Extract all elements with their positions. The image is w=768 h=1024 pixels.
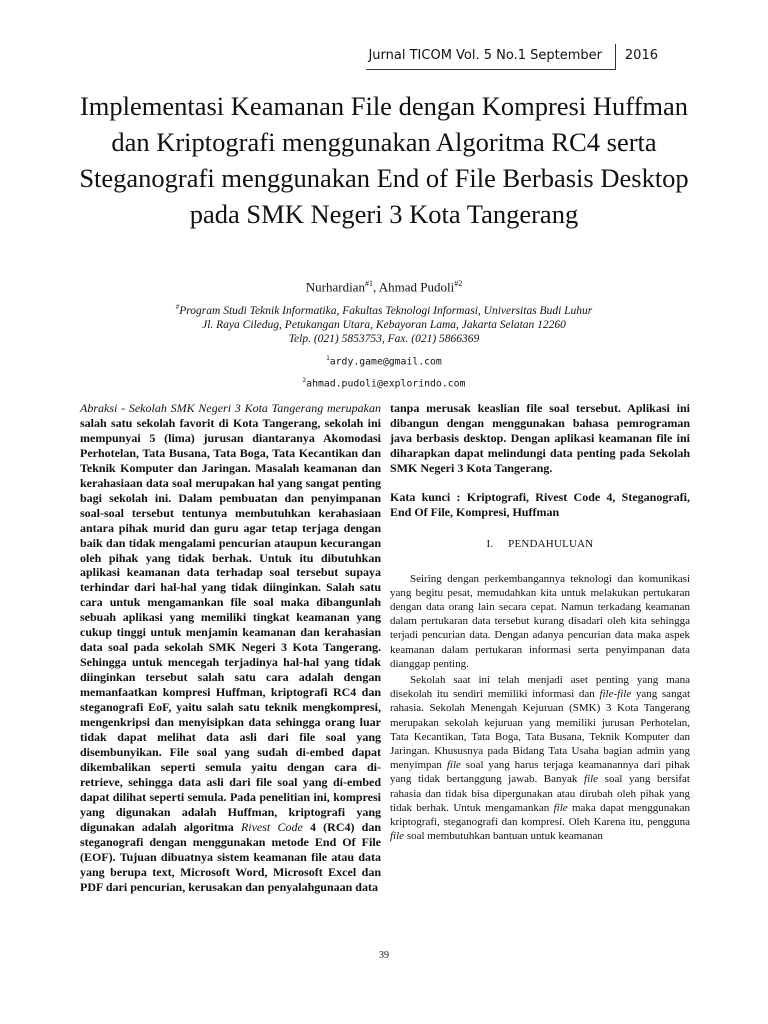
body-p2-italic-2: file xyxy=(446,759,461,772)
section-title-first: P xyxy=(508,537,515,550)
abstract-text-1: salah satu sekolah favorit di Kota Tangerang, sekolah ini mempunyai 5 (lima) jurusan diantaranya Akomodasi Perhotelan, Tata Busana, Tata Boga, Tata Kecantikan dan Teknik Komputer dan Jaringan. Masalah keamanan dan kerahasiaan data soal merupakan hal yang sangat penting bagi sekolah ini. Dalam pembuatan dan penyimpanan soal-soal tersebut tentunya membutuhkan kerahasiaan antara pihak murid dan guru agar tetap terjaga dengan baik dan tidak mengalami pencurian ataupun kecurangan oleh pihak yang tidak berhak. Untuk itu dibutuhkan aplikasi keamanan data terhadap soal tersebut supaya terhindar dari hal-hal yang tidak diinginkan. Salah satu cara untuk mengamankan file soal maka dibangunlah sebuah aplikasi yang memiliki tingkat keamanan yang cukup tinggi untuk menjamin keamanan dan kerahasian data soal pada sekolah SMK Negeri 3 Kota Tangerang. Sehingga untuk mencegah terjadinya hal-hal yang tidak diinginkan tersebut salah satu cara adalah dengan memanfaatkan kompresi Huffman, kriptografi RC4 dan steganografi EoF, yaitu salah satu teknik mengkompresi, mengenkripsi dan menyisipkan data sehingga orang luar tidak dapat melihat data asli dari file soal yang disembunyikan. File soal yang sudah di-embed dapat dikembalikan seperti semula yaitu dengan cara di-retrieve, sehingga data asli dari file soal yang di-embed dapat dilihat seperti semula. Pada penelitian ini, kompresi yang digunakan adalah Huffman, kriptografi yang digunakan adalah algoritma xyxy=(80,415,381,834)
affiliation-sup: # xyxy=(175,303,180,311)
abstract-label: Abraksi - Sekolah SMK Negeri 3 Kota Tangerang merupakan xyxy=(80,401,381,415)
email-1-sup: 1 xyxy=(326,355,330,362)
keywords: Kata kunci : Kriptografi, Rivest Code 4, Steganografi, End Of File, Kompresi, Huffman xyxy=(390,489,690,519)
body-paragraph-2 xyxy=(390,673,690,843)
author-separator: , xyxy=(372,279,379,295)
body-p2-italic-3: file xyxy=(584,773,599,786)
header-divider xyxy=(615,44,616,70)
affiliation-line-2: Jl. Raya Ciledug, Petukangan Utara, Kebayoran Lama, Jakarta Selatan 12260 xyxy=(202,318,566,331)
header-underline xyxy=(366,69,616,70)
abstract xyxy=(80,401,381,894)
author-1: Nurhardian xyxy=(305,279,365,295)
email-1[interactable]: ardy.game@gmail.com xyxy=(329,356,442,368)
section-number: I. xyxy=(486,537,494,550)
email-2[interactable]: ahmad.pudoli@explorindo.com xyxy=(306,378,466,390)
email-block xyxy=(0,349,768,394)
author-2-sup: #2 xyxy=(454,279,463,288)
body-p2-text-d: soal yang bersifat rahasia dan tidak bisa dipergunakan atau dirubah oleh pihak yang tidak berhak. Untuk mengamankan xyxy=(390,773,690,814)
abstract-text-2: 4 (RC4) dan steganografi dengan menggunakan metode End Of File (EOF). Tujuan dibuatnya sistem keamanan file atau data yang berupa text, Microsoft Word, Microsoft Excel dan PDF dari pencurian, kerusakan dan penyalahgunaan data xyxy=(80,819,382,894)
running-header xyxy=(366,44,658,70)
body-p2-text-f: soal membutuhkan bantuan untuk keamanan xyxy=(404,830,603,843)
affiliation xyxy=(0,300,768,346)
journal-name: Jurnal TICOM Vol. 5 No.1 September xyxy=(368,48,602,63)
section-heading-pendahuluan xyxy=(390,537,690,552)
body-p2-text-b: yang sangat rahasia. Sekolah Menengah Kejuruan (SMK) 3 Kota Tangerang merupakan sekolah kejuruan yang memiliki jurusan Perhotelan, Tata Kecantikan, Tata Boga, Tata Busana, Teknik Komputer dan Jaringan. Khususnya pada Bidang Tata Usaha bagian admin yang menyimpan xyxy=(390,688,691,772)
affiliation-line-1: Program Studi Teknik Informatika, Fakultas Teknologi Informasi, Universitas Budi Luhur xyxy=(179,304,593,317)
affiliation-line-3: Telp. (021) 5853753, Fax. (021) 5866369 xyxy=(288,332,480,345)
body-p2-italic-1: file-file xyxy=(599,688,632,701)
body-p2-text-a: Sekolah saat ini telah menjadi aset penting yang mana disekolah itu sendiri memiliki informasi dan xyxy=(390,674,690,701)
page-number: 39 xyxy=(379,950,389,961)
body-p2-text-c: soal yang harus terjaga keamanannya dari pihak yang tidak bertanggung jawab. Banyak xyxy=(390,759,690,786)
abstract-continued: tanpa merusak keaslian file soal tersebut. Aplikasi ini dibangun dengan menggunakan bahasa pemrograman java berbasis desktop. Dengan aplikasi keamanan file ini diharapkan dapat melindungi data penting pada Sekolah SMK Negeri 3 Kota Tangerang. xyxy=(390,401,690,475)
left-column xyxy=(80,401,381,894)
abstract-italic-rivest: Rivest Code xyxy=(240,819,303,834)
body-p2-italic-4: file xyxy=(553,801,568,814)
paper-title: Implementasi Keamanan File dengan Kompresi Huffman dan Kriptografi menggunakan Algoritma RC4 serta Steganografi menggunakan End of File Berbasis Desktop pada SMK Negeri 3 Kota Tangerang xyxy=(79,91,689,229)
right-column xyxy=(390,401,690,843)
journal-year: 2016 xyxy=(624,48,658,63)
body-p2-text-e: maka dapat menggunakan kriptografi, steganografi dan kompresi. Oleh Karena itu, pengguna xyxy=(390,801,690,829)
author-line xyxy=(0,279,768,295)
section-title-rest: ENDAHULUAN xyxy=(514,537,594,550)
email-2-sup: 2 xyxy=(302,377,307,385)
author-1-sup: #1 xyxy=(364,279,373,288)
body-p2-italic-5: file xyxy=(390,830,405,843)
body-paragraph-1: Seiring dengan perkembangannya teknologi dan komunikasi yang begitu pesat, memudahkan kita untuk melakukan pertukaran dengan data orang lain secara cepat. Namun terkadang keamanan dalam pertukaran data tersebut kurang disadari oleh kita sehingga terjadi pencurian data. Dengan adanya pencurian data maka aspek keamanan dalam pertukaran informasi serta penyimpanan data dianggap penting. xyxy=(390,572,690,670)
author-2: Ahmad Pudoli xyxy=(378,279,455,295)
